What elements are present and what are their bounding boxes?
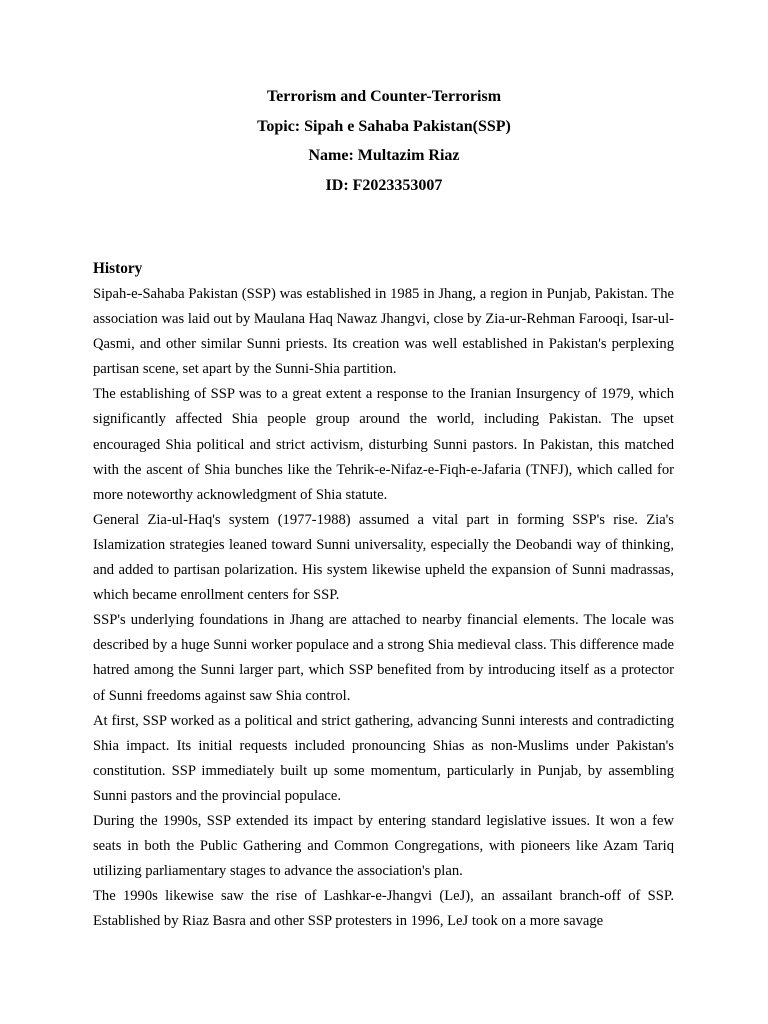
paragraph: The establishing of SSP was to a great extent a response to the Iranian Insurgency of 1979, which significantly affected Shia people group around the world, including Pakistan. The upset encouraged Shia political and strict activism, disturbing Sunni pastors. In Pakistan, this matched with the ascent of Shia bunches like the Tehrik-e-Nifaz-e-Fiqh-e-Jafaria (TNFJ), which called for more noteworthy acknowledgment of Shia statute. [93, 386, 674, 503]
document-header [0, 85, 768, 203]
paragraph: Sipah-e-Sahaba Pakistan (SSP) was established in 1985 in Jhang, a region in Punjab, Pakistan. The association was laid out by Maulana Haq Nawaz Jhangvi, close by Zia-ur-Rehman Farooqi, Isar-ul-Qasmi, and other similar Sunni priests. Its creation was well established in Pakistan's perplexing partisan scene, set apart by the Sunni-Shia partition. [93, 286, 674, 378]
paragraph: SSP's underlying foundations in Jhang are attached to nearby financial elements. The locale was described by a huge Sunni worker populace and a strong Shia medieval class. This difference made hatred among the Sunni larger part, which SSP benefited from by introducing itself as a protector of Sunni freedoms against saw Shia control. [93, 612, 674, 704]
paragraph: At first, SSP worked as a political and strict gathering, advancing Sunni interests and contradicting Shia impact. Its initial requests included pronouncing Shias as non-Muslims under Pakistan's constitution. SSP immediately built up some momentum, particularly in Punjab, by assembling Sunni pastors and the provincial populace. [93, 712, 674, 804]
topic-line: Topic: Sipah e Sahaba Pakistan(SSP) [257, 117, 511, 135]
paragraph: The 1990s likewise saw the rise of Lashkar-e-Jhangvi (LeJ), an assailant branch-off of SSP. Established by Riaz Basra and other SSP protesters in 1996, LeJ took on a more savage [93, 888, 674, 930]
document-body [93, 256, 674, 934]
section-heading: History [93, 260, 143, 277]
student-id: ID: F2023353007 [325, 176, 443, 194]
paragraph: General Zia-ul-Haq's system (1977-1988) assumed a vital part in forming SSP's rise. Zia's Islamization strategies leaned toward Sunni universality, especially the Deobandi way of thinking, and added to partisan polarization. His system likewise upheld the expansion of Sunni madrassas, which became enrollment centers for SSP. [93, 511, 674, 604]
paragraph: During the 1990s, SSP extended its impact by entering standard legislative issues. It won a few seats in both the Public Gathering and Common Congregations, with pioneers like Azam Tariq utilizing parliamentary stages to advance the association's plan. [93, 812, 674, 880]
student-name: Name: Multazim Riaz [308, 147, 460, 164]
course-title: Terrorism and Counter-Terrorism [266, 88, 502, 105]
